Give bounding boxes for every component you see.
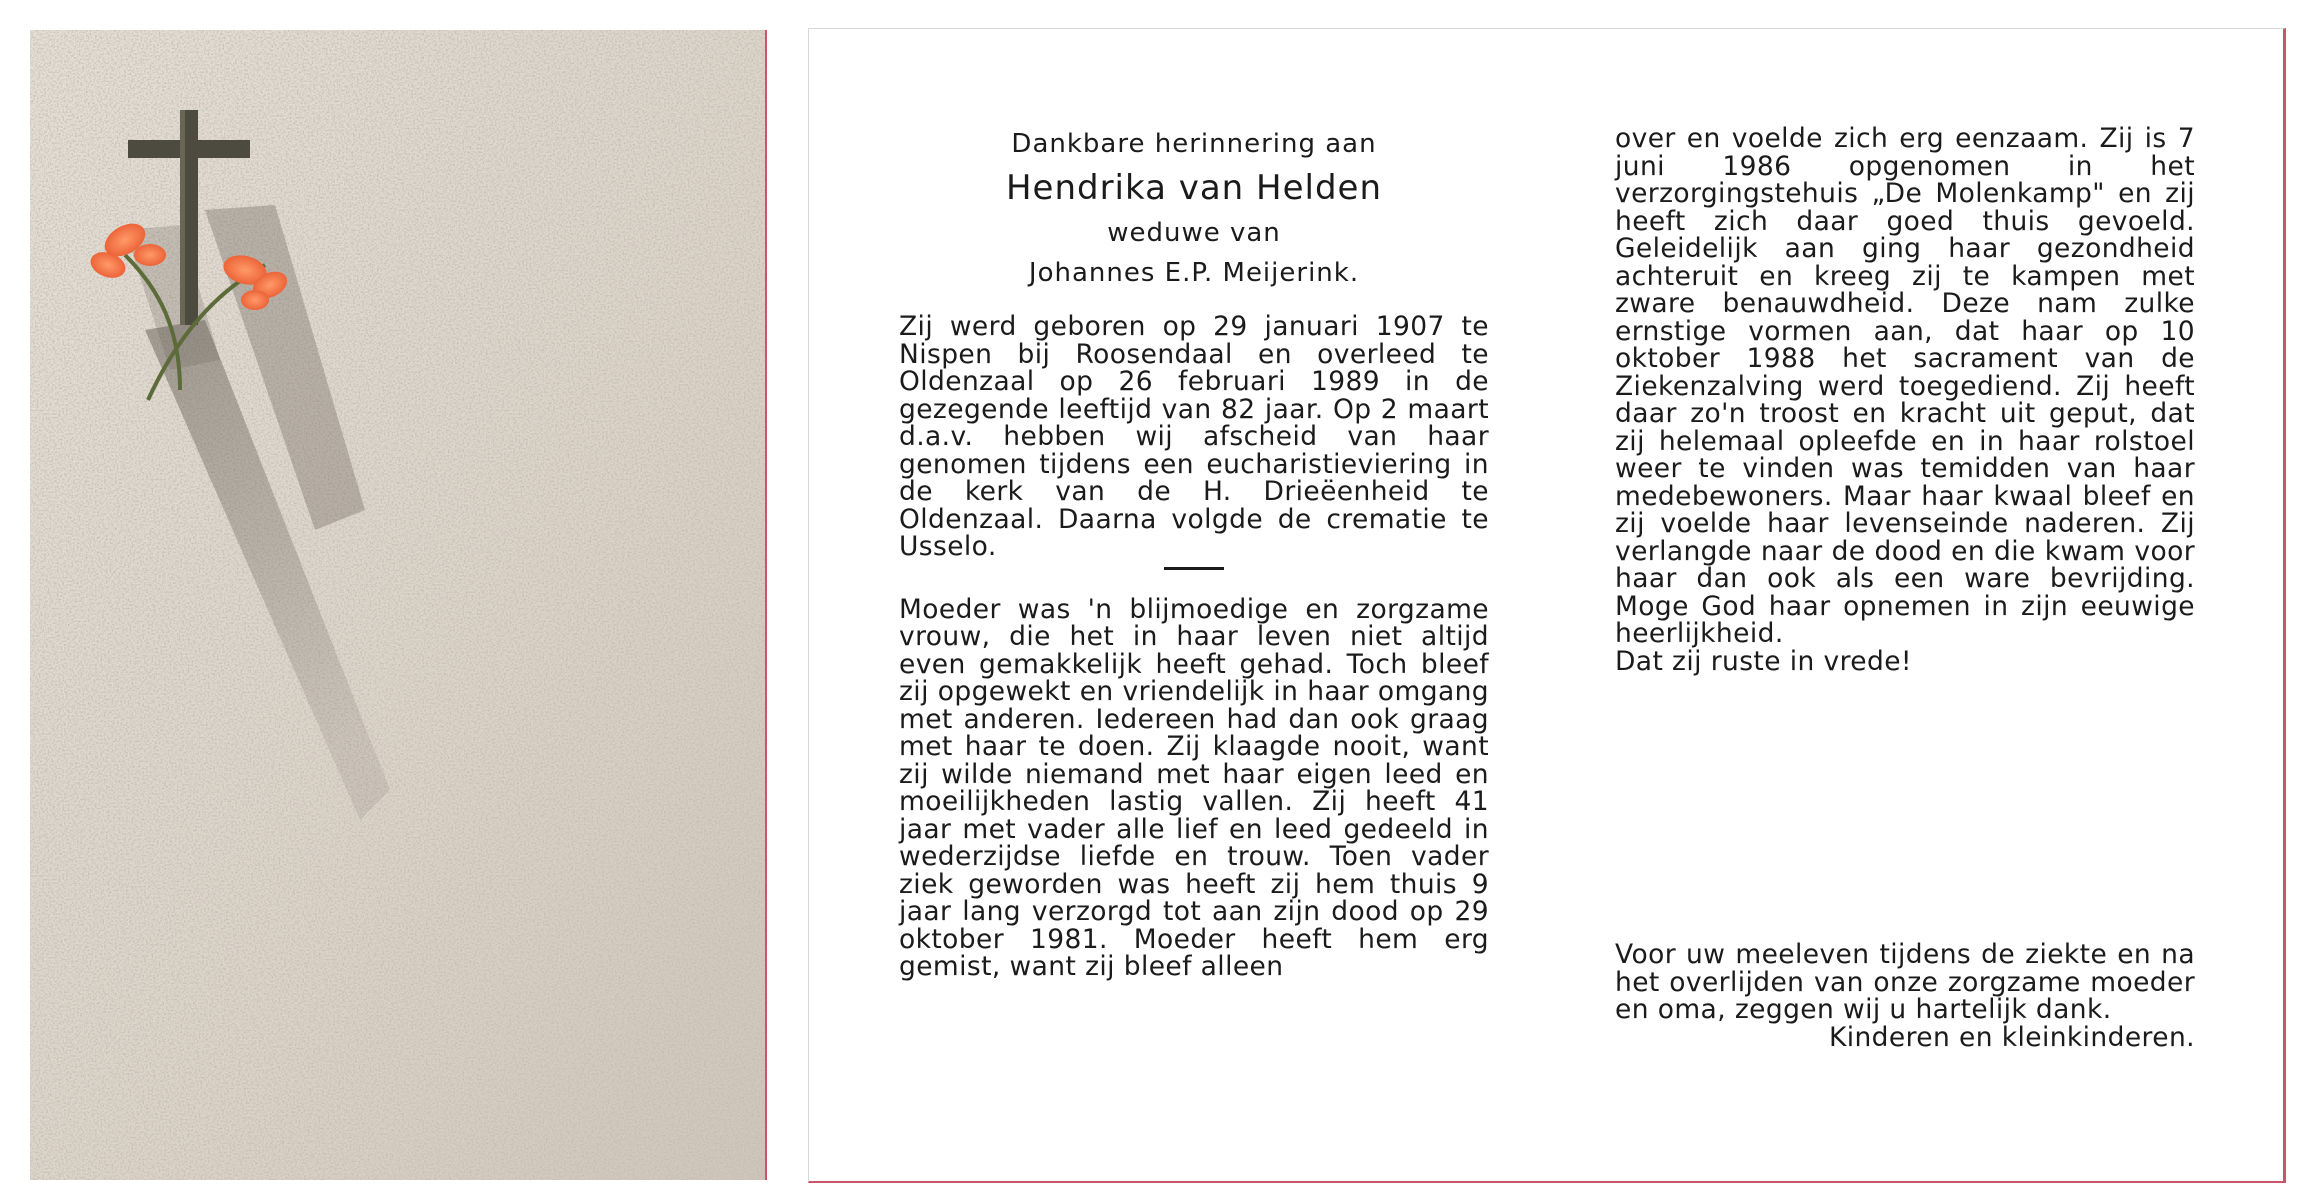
signoff-line: Kinderen en kleinkinderen.: [1828, 1021, 2195, 1053]
spouse-name: Johannes E.P. Meijerink.: [1028, 258, 1360, 288]
character-paragraph: Moeder was 'n blijmoedige en zorgzame vrouw, die het in haar leven niet altijd even gemakkelijk heeft gehad. Toch bleef zij opgewekt en vriendelijk in haar omgang met anderen. Iedereen had dan ook graag met haar te doen. Zij klaagde nooit, want zij wilde niemand met haar eigen leed en moeilijkheden lastig vallen. Zij heeft 41 jaar met vader alle lief en leed gedeeld in wederzijdse liefde en trouw. Toen vader ziek geworden was heeft zij hem thuis 9 jaar lang verzorgd tot aan zijn dood op 29 oktober 1981. Moeder heeft hem erg gemist, want zij bleef alleen: [899, 593, 1489, 982]
final-years-paragraph: over en voelde zich erg eenzaam. Zij is 7 juni 1986 opgenomen in het verzorgingstehuis „De Molenkamp" en zij heeft zich daar goed thuis gevoeld. Geleidelijk aan ging haar gezondheid achteruit en kreeg zij te kampen met zware benauwdheid. Deze nam zulke ernstige vormen aan, dat haar op 10 oktober 1988 het sacrament van de Ziekenzalving werd toegediend. Zij heeft daar zo'n troost en kracht uit geput, dat zij helemaal opleefde en in haar rolstoel weer te vinden was temidden van haar medebewoners. Maar haar kwaal bleef en zij voelde haar levenseinde naderen. Zij verlangde naar de dood en die kwam voor haar dan ook als een ware bevrijding. Moge God haar opnemen in zijn eeuwige heerlijkheid.: [1615, 123, 2195, 649]
thanks-block: [1615, 941, 2195, 1051]
left-column: [899, 125, 1489, 981]
widow-of-line: weduwe van: [1107, 218, 1281, 248]
rest-in-peace-line: Dat zij ruste in vrede!: [1615, 645, 1912, 677]
memorial-photo: [30, 30, 767, 1180]
memorial-text-card: [808, 28, 2286, 1183]
thanks-paragraph: Voor uw meeleven tijdens de ziekte en na het overlijden van onze zorgzame moeder en oma, zeggen wij u hartelijk dank.: [1615, 939, 2195, 1025]
intro-line: Dankbare herinnering aan: [1011, 129, 1377, 159]
biography-paragraph: Zij werd geboren op 29 januari 1907 te Nispen bij Roosendaal en overleed te Oldenzaal op 26 februari 1989 in de gezegende leeftijd van 82 jaar. Op 2 maart d.a.v. hebben wij afscheid van haar genomen tijdens een eucharistieviering in de kerk van de H. Drieëenheid te Oldenzaal. Daarna volgde de crematie te Usselo.: [899, 311, 1489, 562]
right-column: [1615, 125, 2195, 675]
separator-line: [1164, 567, 1224, 570]
cross-photo-illustration: [30, 30, 765, 1180]
deceased-name: Hendrika van Helden: [1005, 168, 1383, 208]
